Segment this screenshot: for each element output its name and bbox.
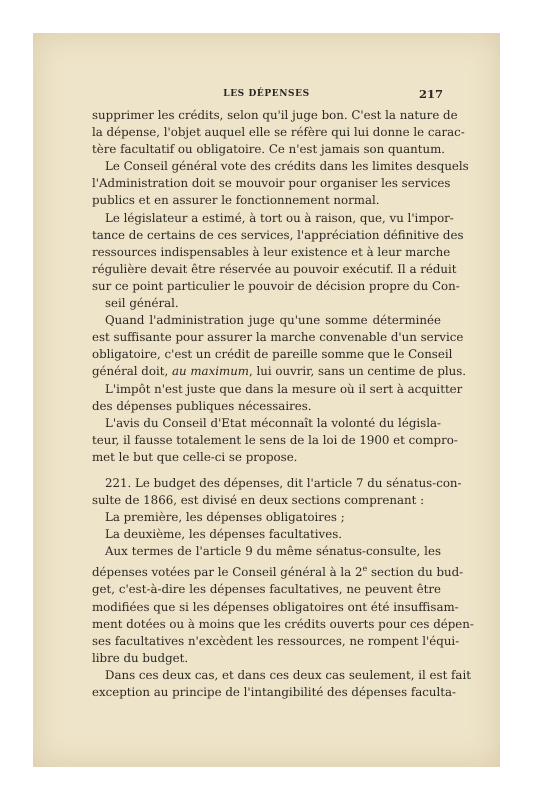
text-line: exception au principe de l'intangibilité des dépenses faculta- (92, 685, 457, 700)
text-line: l'Administration doit se mouvoir pour organiser les services (92, 176, 451, 191)
text-line: modifiées que si les dépenses obligatoires ont été insuffisam- (92, 599, 459, 614)
text-line: La deuxième, les dépenses facultatives. (105, 527, 342, 542)
text-segment: , lui ouvrir, sans un centime de plus. (248, 364, 467, 379)
text-line: Dans ces deux cas, et dans ces deux cas seulement, il est fait (105, 667, 471, 682)
page-header (33, 87, 500, 103)
paragraph (92, 543, 474, 667)
text-line: 221. Le budget des dépenses, dit l'article 7 du sénatus-con- (105, 475, 462, 490)
text-line: teur, il fausse totalement le sens de la loi de 1900 et compro- (92, 432, 458, 447)
text-line (92, 363, 467, 380)
text-line: des dépenses publiques nécessaires. (92, 398, 312, 413)
text-segment: général doit, (92, 364, 172, 379)
text-line: Le Conseil général vote des crédits dans les limites desquels (105, 159, 469, 174)
text-line: tance de certains de ces services, l'appréciation définitive des (92, 227, 464, 242)
text-segment: dépenses votées par le Conseil général à la 2 (92, 565, 363, 580)
text-line: est suffisante pour assurer la marche convenable d'un service (92, 330, 464, 345)
text-line: sur ce point particulier le pouvoir de décision propre du Con- (92, 278, 460, 293)
paragraph (92, 398, 441, 415)
text-line: Aux termes de l'article 9 du même sénatus-consulte, les (105, 544, 441, 559)
text-line: la dépense, l'objet auquel elle se réfère qui lui donne le carac- (92, 125, 465, 140)
italic-phrase: au maximum (171, 364, 249, 379)
text-line: sulte de 1866, est divisé en deux sections comprenant : (92, 493, 425, 508)
paragraph (92, 158, 469, 209)
text-line: ment dotées ou à moins que les crédits ouverts pour ces dépen- (92, 616, 474, 631)
text-line: régulière devait être réservée au pouvoir exécutif. Il a réduit (92, 261, 457, 276)
text-line: Quand l'administration juge qu'une somme déterminée (105, 313, 441, 328)
text-line: obligatoire, c'est un crédit de pareille somme que le Conseil (92, 347, 453, 362)
body-text (92, 107, 474, 701)
book-page (33, 33, 500, 767)
text-line: met le but que celle-ci se propose. (92, 449, 298, 464)
running-title: LES DÉPENSES (223, 89, 310, 99)
paragraph (92, 210, 464, 313)
text-line: publics et en assurer le fonctionnement normal. (92, 193, 380, 208)
paragraph (92, 526, 441, 543)
paragraph (92, 107, 465, 158)
text-line: L'avis du Conseil d'Etat méconnaît la volonté du législa- (105, 415, 441, 430)
paragraph (92, 475, 462, 509)
text-line: get, c'est-à-dire les dépenses facultatives, ne peuvent être (92, 582, 441, 597)
paragraph (92, 415, 458, 466)
text-line: supprimer les crédits, selon qu'il juge bon. C'est la nature de (92, 108, 458, 122)
paragraph (92, 667, 471, 701)
text-segment: section du bud- (367, 565, 464, 580)
paragraph (92, 509, 441, 526)
text-line: L'impôt n'est juste que dans la mesure où il sert à acquitter (105, 381, 463, 396)
paragraph (92, 312, 467, 397)
text-line: ressources indispensables à leur existence et à leur marche (92, 244, 451, 259)
text-line: tère facultatif ou obligatoire. Ce n'est jamais son quantum. (92, 142, 446, 157)
superscript: e (362, 564, 368, 574)
text-line: seil général. (105, 296, 179, 311)
text-line: libre du budget. (92, 650, 189, 665)
page-number: 217 (418, 87, 443, 101)
text-line: ses facultatives n'excèdent les ressources, ne rompent l'équi- (92, 633, 460, 648)
text-line: Le législateur a estimé, à tort ou à raison, que, vu l'impor- (105, 210, 454, 225)
text-line: La première, les dépenses obligatoires ; (105, 510, 345, 525)
text-line (92, 560, 464, 581)
